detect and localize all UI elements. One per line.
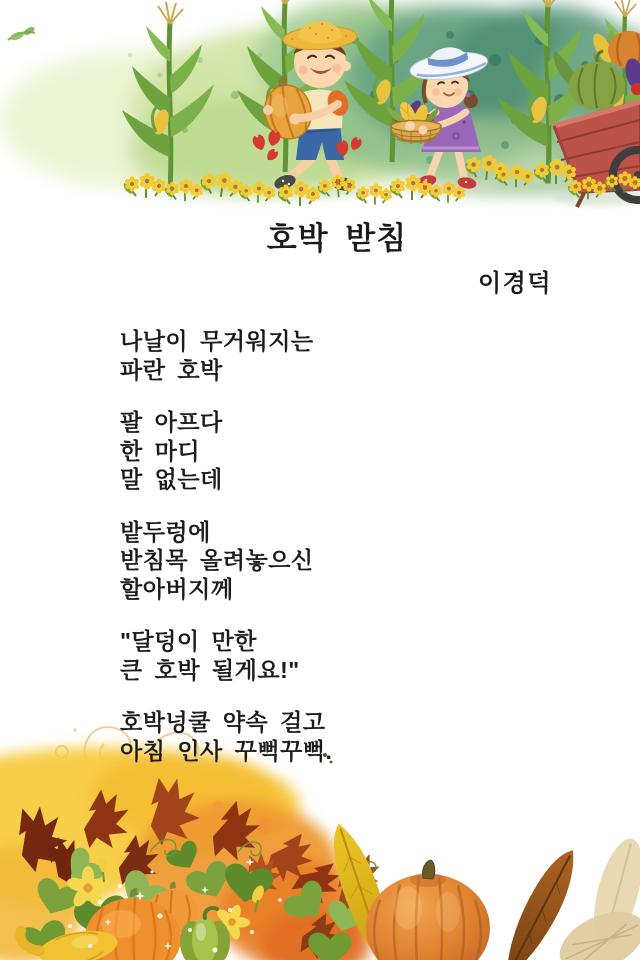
poem-title: 호박 받침 xyxy=(266,221,408,256)
poem-line: 할아버지께 xyxy=(120,575,234,602)
stanza xyxy=(120,708,332,765)
poem-line: "달덩이 만한 xyxy=(120,628,257,654)
stanza xyxy=(120,518,332,604)
stanza xyxy=(120,408,332,494)
photo-pumpkin xyxy=(366,860,490,960)
poem-line: 팔 아프다 xyxy=(120,409,223,435)
poem-line: 호박넝쿨 약속 걸고 xyxy=(120,709,326,735)
poem-line: 나날이 무거워지는 xyxy=(120,328,314,354)
poem-line: 말 없는데 xyxy=(120,466,223,492)
poem-author: 이경덕 xyxy=(478,270,553,297)
poem-line: 받침목 올려놓으신 xyxy=(120,547,314,573)
garden-illustration xyxy=(0,0,640,215)
fall-leaves-and-pumpkin xyxy=(323,818,640,960)
poem-line: 한 마디 xyxy=(120,437,201,464)
stanza xyxy=(120,327,332,384)
leaf-sprig xyxy=(8,25,36,41)
poem-line: 큰 호박 될게요!" xyxy=(120,656,300,683)
poem-body xyxy=(120,327,332,789)
stanza xyxy=(120,627,332,684)
poem-line: 밭두렁에 xyxy=(120,518,211,545)
poem-line: 아침 인사 꾸뻑꾸뻑. xyxy=(120,737,333,764)
poem-line: 파란 호박 xyxy=(120,356,223,383)
